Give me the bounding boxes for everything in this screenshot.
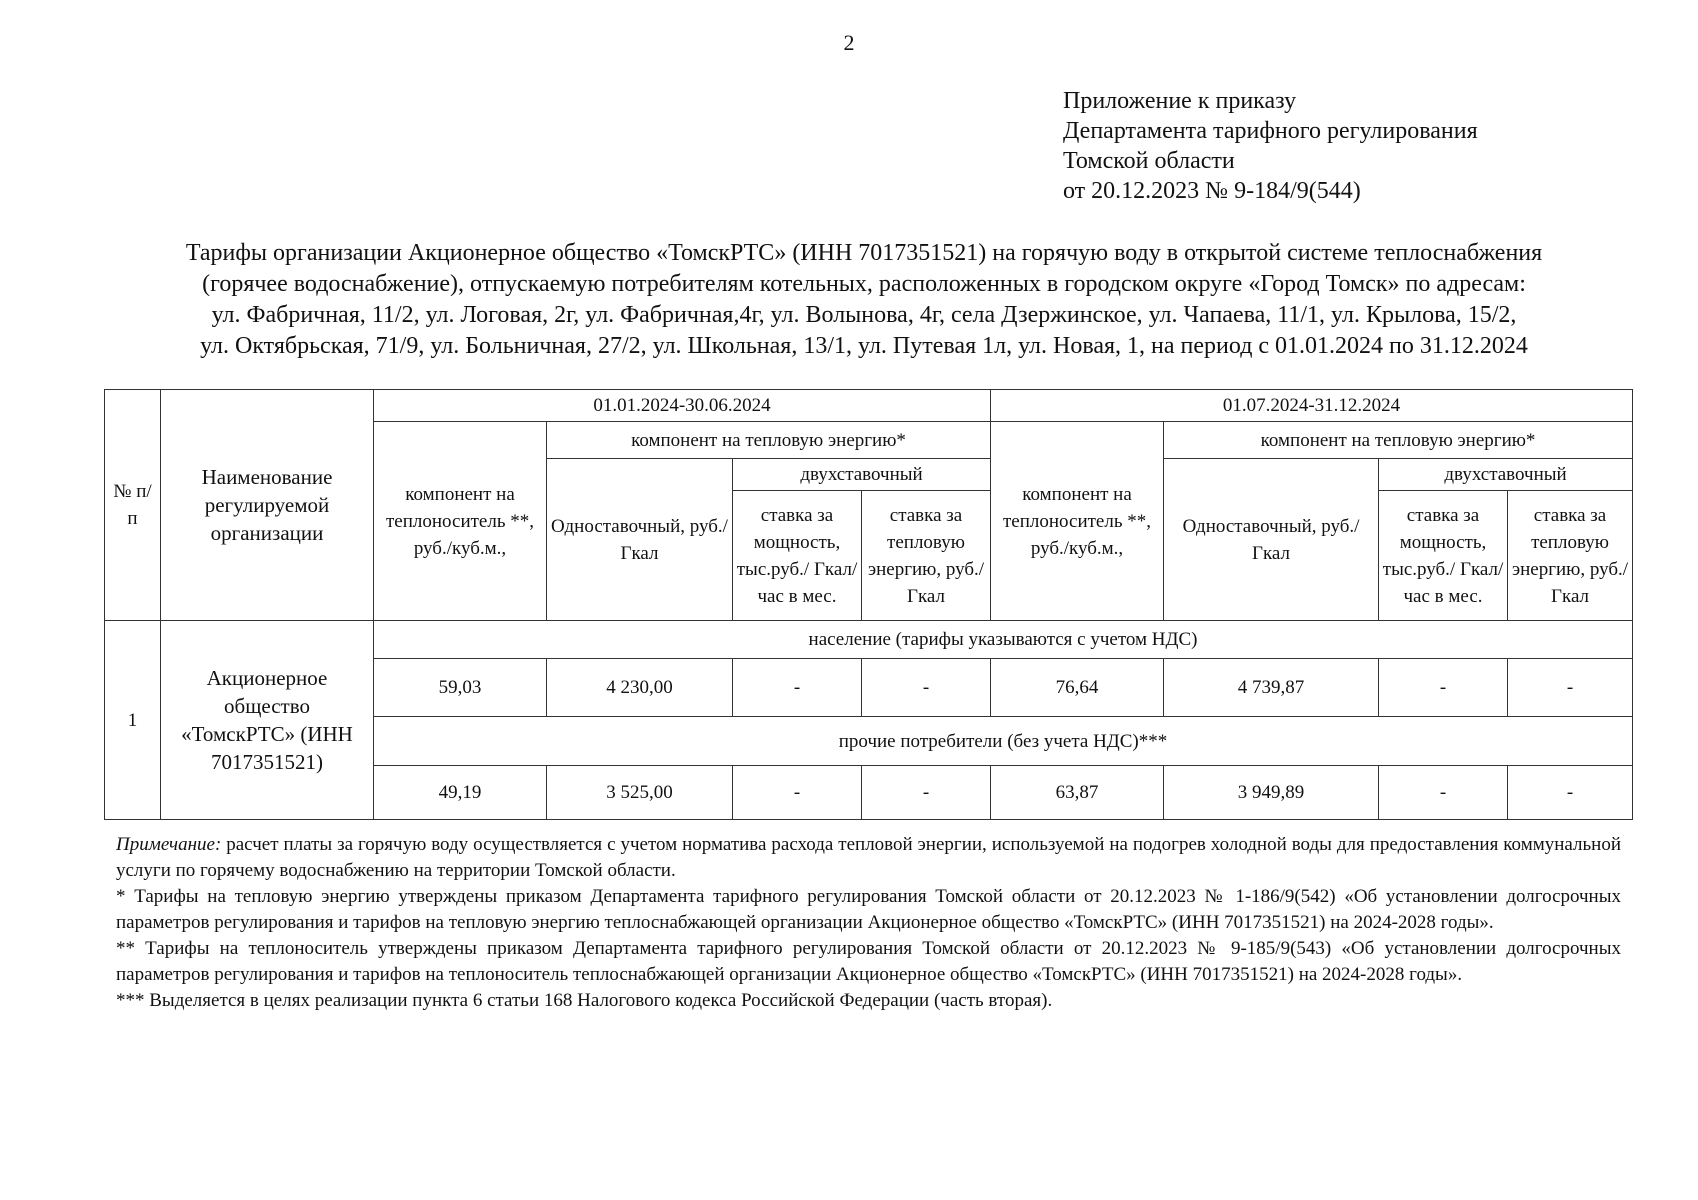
footnote-3: *** Выделяется в целях реализации пункта 6 статьи 168 Налогового кодекса Российской Федерации (часть вторая). [116, 990, 1053, 1011]
title-line: ул. Фабричная, 11/2, ул. Логовая, 2г, ул. Фабричная,4г, ул. Волынова, 4г, села Дзержинское, ул. Чапаева, 11/1, ул. Крылова, 15/2, [211, 302, 1517, 328]
header-period-2: 01.07.2024-31.12.2024 [991, 390, 1633, 422]
table-cell: 63,87 [991, 766, 1164, 820]
table-cell: 4 230,00 [547, 659, 733, 717]
footnote-1: * Тарифы на тепловую энергию утверждены приказом Департамента тарифного регулирования Томской области от 20.12.2023 № 1-186/9(542) «Об установлении долгосрочных параметров регулирования и тарифов на тепловую энергию теплоснабжающей организации Акционерное общество «ТомскРТС» (ИНН 7017351521) на 2024-2028 годы». [116, 886, 1621, 933]
table-cell: 3 949,89 [1164, 766, 1379, 820]
header-single-rate-1: Одноставочный, руб./Гкал [547, 459, 733, 621]
header-capacity-rate-1: ставка за мощность, тыс.руб./ Гкал/час в мес. [733, 491, 862, 621]
header-heat-component-2: компонент на тепловую энергию* [1164, 422, 1633, 459]
header-two-rate-2: двухставочный [1379, 459, 1633, 491]
note-label: Примечание: [116, 834, 222, 855]
table-cell: - [1508, 766, 1633, 820]
header-energy-rate-1: ставка за тепловую энергию, руб./Гкал [862, 491, 991, 621]
table-cell: - [733, 766, 862, 820]
others-label: прочие потребители (без учета НДС)*** [374, 717, 1633, 766]
header-capacity-rate-2: ставка за мощность, тыс.руб./ Гкал/час в мес. [1379, 491, 1508, 621]
tariff-table [104, 389, 1633, 820]
table-cell: 4 739,87 [1164, 659, 1379, 717]
title-line: ул. Октябрьская, 71/9, ул. Больничная, 27/2, ул. Школьная, 13/1, ул. Путевая 1л, ул. Новая, 1, на период с 01.01.2024 по 31.12.2024 [200, 333, 1528, 359]
title-line: Тарифы организации Акционерное общество «ТомскРТС» (ИНН 7017351521) на горячую воду в открытой системе теплоснабжения [185, 240, 1543, 266]
footnote-2: ** Тарифы на теплоноситель утверждены приказом Департамента тарифного регулирования Томской области от 20.12.2023 № 9-185/9(543) «Об установлении долгосрочных параметров регулирования и тарифов на теплоноситель теплоснабжающей организации Акционерное общество «ТомскРТС» (ИНН 7017351521) на 2024-2028 годы». [116, 938, 1621, 985]
header-heat-component-1: компонент на тепловую энергию* [547, 422, 991, 459]
table-cell: 59,03 [374, 659, 547, 717]
organization-name: Акционерное общество «ТомскРТС» (ИНН 7017351521) [161, 621, 374, 820]
header-organization: Наименование регулируемой организации [161, 390, 374, 621]
table-cell: - [1379, 659, 1508, 717]
appendix-line: Департамента тарифного регулирования [1063, 118, 1478, 144]
header-energy-rate-2: ставка за тепловую энергию, руб./Гкал [1508, 491, 1633, 621]
table-cell: - [862, 659, 991, 717]
header-period-1: 01.01.2024-30.06.2024 [374, 390, 991, 422]
header-single-rate-2: Одноставочный, руб./Гкал [1164, 459, 1379, 621]
note-paragraph [116, 832, 1621, 884]
header-carrier-component-2: компонент на теплоноситель **, руб./куб.м., [991, 422, 1164, 621]
title-line: (горячее водоснабжение), отпускаемую потребителям котельных, расположенных в городском округе «Город Томск» по адресам: [202, 271, 1526, 297]
page-number: 2 [843, 30, 855, 55]
appendix-line: Приложение к приказу [1063, 88, 1297, 114]
table-cell: 76,64 [991, 659, 1164, 717]
document-title [104, 238, 1624, 362]
header-two-rate-1: двухставочный [733, 459, 991, 491]
appendix-block [1063, 86, 1478, 206]
appendix-line: от 20.12.2023 № 9-184/9(544) [1063, 178, 1361, 204]
appendix-line: Томской области [1063, 148, 1235, 174]
table-cell: 3 525,00 [547, 766, 733, 820]
header-carrier-component-1: компонент на теплоноситель **, руб./куб.м., [374, 422, 547, 621]
table-cell: - [1508, 659, 1633, 717]
table-cell: - [1379, 766, 1508, 820]
header-row-number: № п/п [105, 390, 161, 621]
note-text: расчет платы за горячую воду осуществляется с учетом норматива расхода тепловой энергии, используемой на подогрев холодной воды для предоставления коммунальной услуги по горячему водоснабжению на территории Томской области. [116, 834, 1621, 881]
table-cell: - [862, 766, 991, 820]
table-cell: - [733, 659, 862, 717]
row-number: 1 [105, 621, 161, 820]
table-cell: 49,19 [374, 766, 547, 820]
notes-block [116, 832, 1621, 1014]
population-label: население (тарифы указываются с учетом НДС) [374, 621, 1633, 659]
